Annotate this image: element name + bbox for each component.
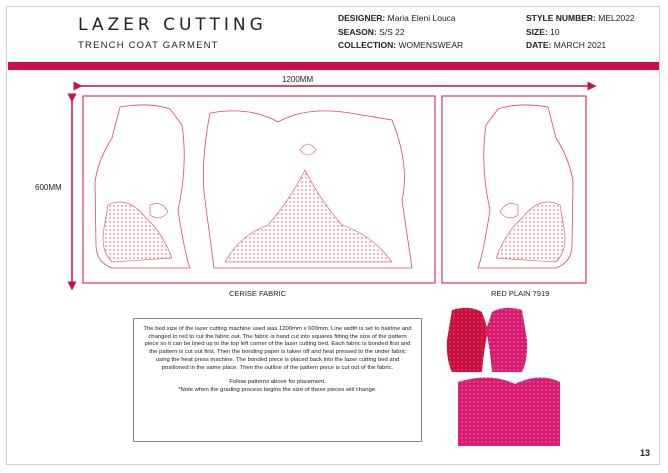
finished-red-front-piece: [447, 308, 488, 372]
page-subtitle: TRENCH COAT GARMENT: [78, 40, 219, 51]
style-value: MEL2022: [598, 13, 635, 23]
season-value: S/S 22: [379, 26, 405, 37]
date-value: MARCH 2021: [553, 40, 607, 50]
cerise-fabric-label: CERISE FABRIC: [229, 289, 287, 298]
page-title: LAZER CUTTING: [78, 15, 267, 35]
width-dimension-label: 1200MM: [282, 75, 314, 84]
collection-value: WOMENSWEAR: [398, 40, 464, 50]
description-paragraph-2: Follow patterns above for placement. *Note when the grading process begins the size of these pieces will change.: [178, 379, 377, 393]
size-label: SIZE:: [526, 26, 548, 37]
designer-value: Maria Eleni Louca: [387, 13, 456, 23]
description-paragraph-1: The bed size of the lazer cutting machine used was 1200mm x 600mm. Line width is set to hairline and changed to red to cut the fabric out. The fabric is hand cut into squares fitting the size of the pattern piece so it can be lined up to the top left corner of the lazer cutting bed. Each fabric is bonded first and the pattern is cut out first. Then the bonding paper is taken off and heat pressed to the under fabric using the heat press machine. The bonded piece is placed back into the lazer cutting bed and positioned in the same place. Then the outline of the pattern piece is cut out of the fabric.: [143, 326, 412, 371]
season-label: SEASON:: [338, 26, 377, 37]
height-dimension-label: 600MM: [35, 183, 62, 192]
collection-label: COLLECTION:: [338, 40, 397, 50]
process-description: [133, 318, 422, 442]
size-value: 10: [550, 26, 560, 37]
page-number: 13: [640, 448, 651, 458]
finished-cerise-back-piece: [458, 377, 560, 446]
date-label: DATE:: [526, 40, 552, 50]
red-plain-label: RED PLAIN 7919: [491, 289, 550, 298]
finished-cerise-front-piece: [486, 308, 527, 372]
designer-label: DESIGNER:: [338, 13, 386, 23]
style-label: STYLE NUMBER:: [526, 13, 596, 23]
